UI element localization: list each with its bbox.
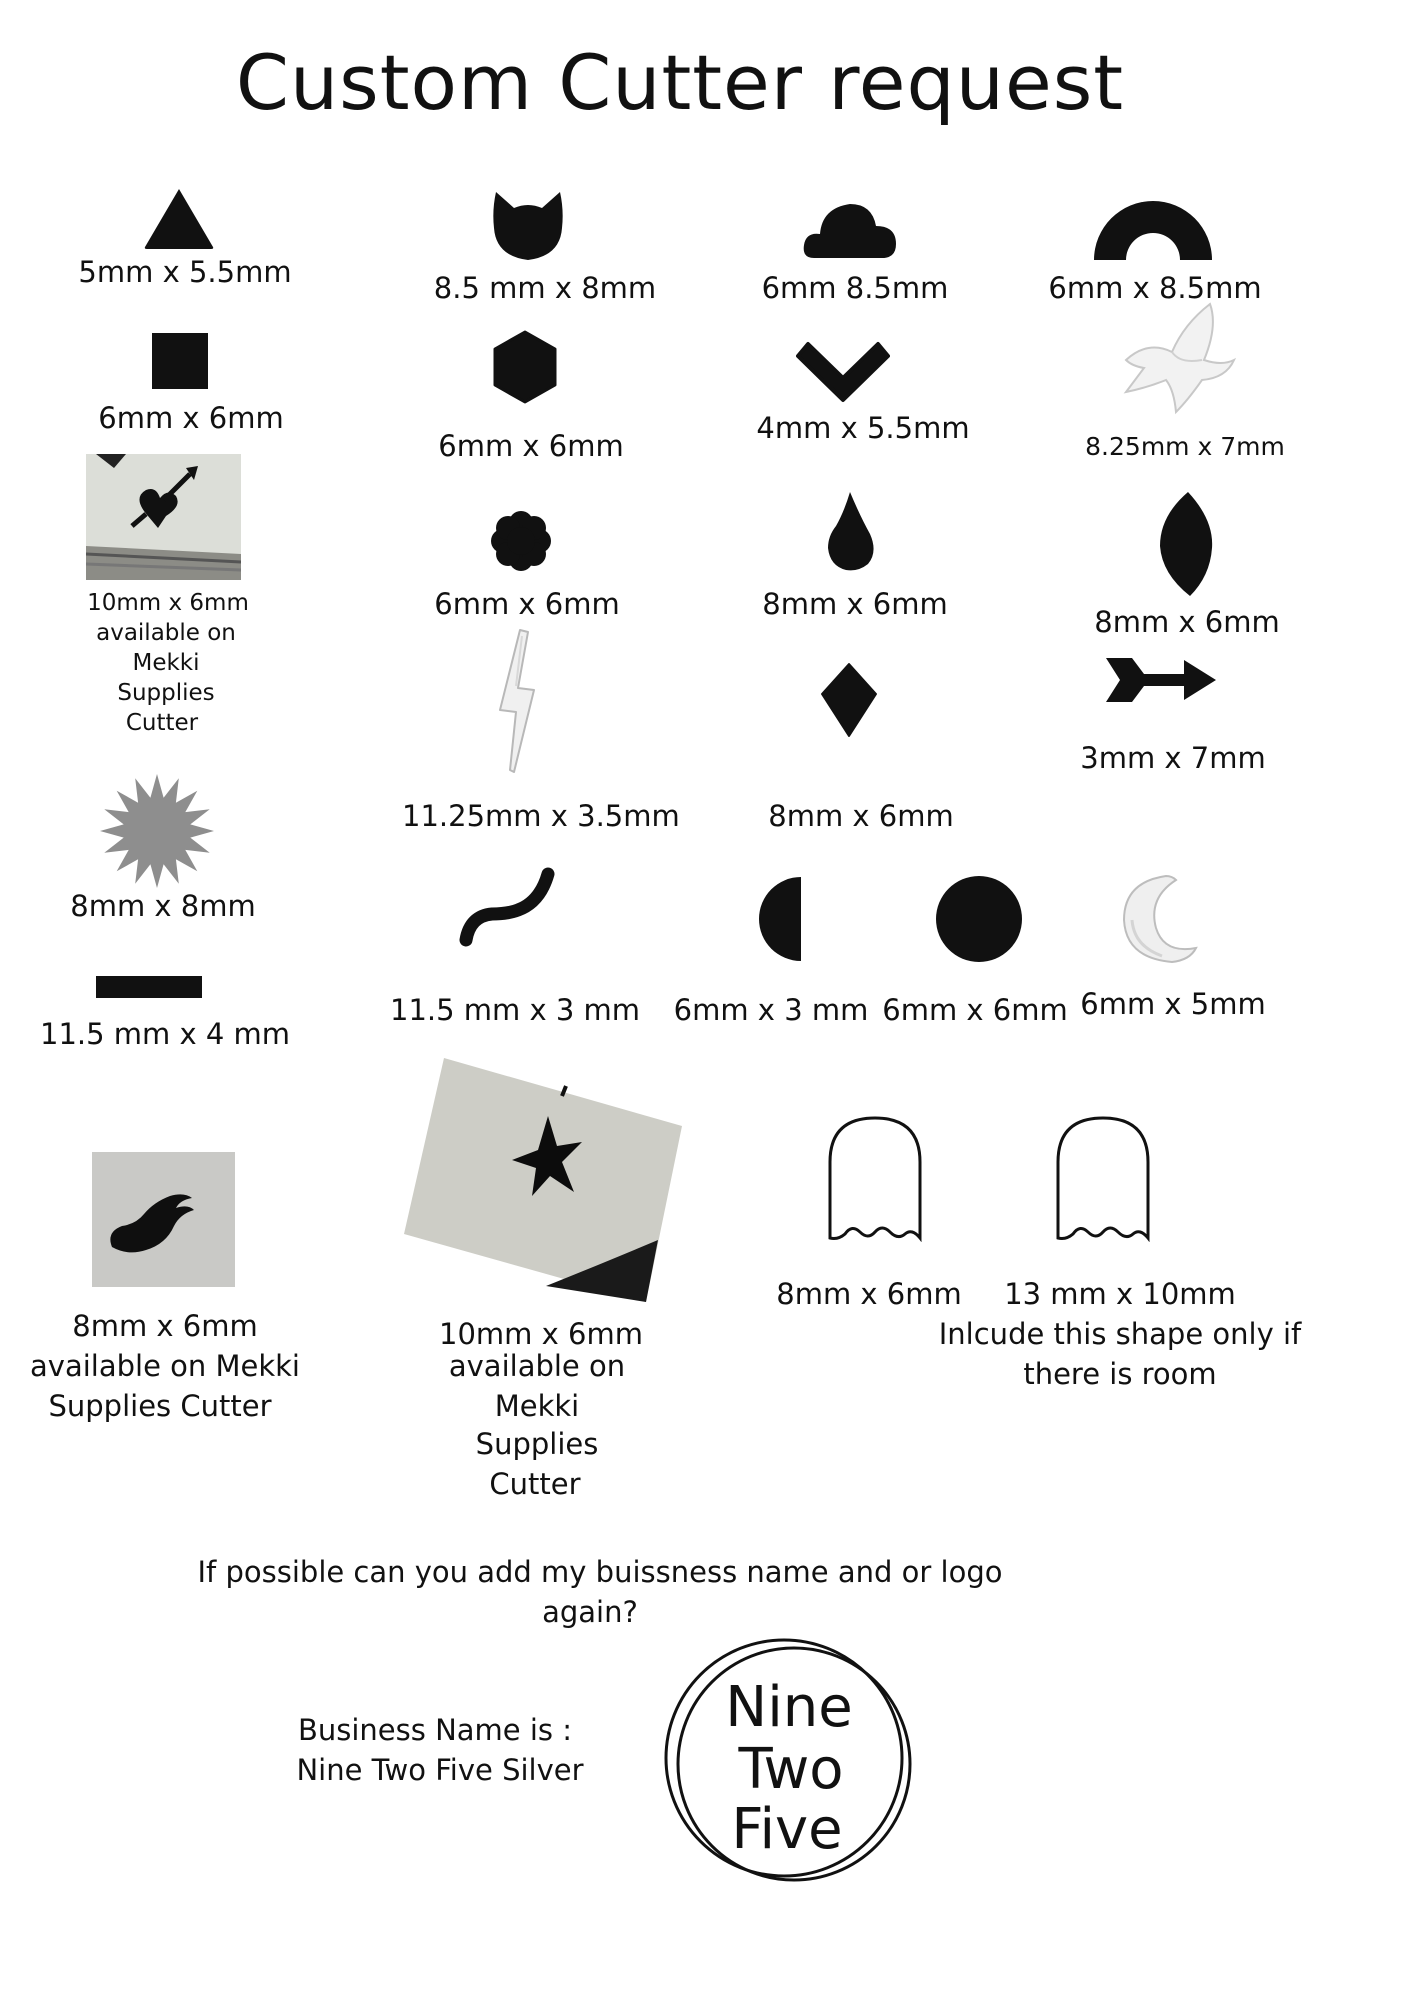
moon-label: 6mm x 5mm [1080,987,1266,1021]
business-name-line-2: Nine Two Five Silver [296,1753,584,1787]
crescent-moon-icon [1120,872,1200,964]
bar-label: 11.5 mm x 4 mm [40,1017,291,1051]
star-line-3: Mekki [494,1389,580,1423]
heart-arrow-line-1: 10mm x 6mm [87,590,249,616]
ghost-small-label: 8mm x 6mm [776,1277,962,1311]
logo-word-nine: Nine [725,1675,853,1740]
square-icon [152,333,208,389]
lightning-bolt-icon [494,628,550,774]
arrow-label: 3mm x 7mm [1080,741,1266,775]
flame-line-3: Supplies Cutter [48,1389,272,1423]
wave-label: 11.5 mm x 3 mm [390,993,641,1027]
page-title: Custom Cutter request [235,38,1125,127]
bar-icon [96,976,202,998]
circle-label: 6mm x 6mm [882,993,1068,1027]
heart-arrow-line-2: available on [96,620,236,646]
swallow-icon [1118,300,1240,422]
request-line-1: If possible can you add my buissness name and or logo [197,1555,1003,1589]
chevron-label: 4mm x 5.5mm [756,411,970,445]
business-name-line-1: Business Name is : [297,1713,573,1747]
flame-line-2: available on Mekki [30,1349,300,1383]
cat-label: 8.5 mm x 8mm [433,271,657,305]
logo-word-five: Five [731,1797,843,1862]
square-label: 6mm x 6mm [98,401,284,435]
flame-photo [92,1152,235,1287]
ghost-large-line-3: there is room [1023,1357,1217,1391]
circle-icon [936,876,1022,962]
arrow-icon [1104,656,1218,704]
diamond-label: 8mm x 6mm [768,799,954,833]
request-line-2: again? [542,1595,638,1629]
sun-icon [98,772,216,890]
arch-label: 6mm x 8.5mm [1048,271,1262,305]
cloud-icon [802,200,898,260]
star-line-1: 10mm x 6mm [439,1317,643,1351]
ghost-large-line-2: Inlcude this shape only if [938,1317,1302,1351]
lightning-label: 11.25mm x 3.5mm [402,799,680,833]
chevron-down-icon [796,340,890,404]
ghost-large-line-1: 13 mm x 10mm [1004,1277,1236,1311]
leaf-icon [1158,490,1214,598]
half-circle-icon [758,876,802,962]
teardrop-label: 8mm x 6mm [762,587,948,621]
cloud-label: 6mm 8.5mm [761,271,949,305]
triangle-icon [142,186,216,250]
heart-arrow-line-4: Supplies [117,680,215,706]
star-photo [396,1056,686,1306]
arch-icon [1094,200,1212,262]
hexagon-label: 6mm x 6mm [438,429,624,463]
sun-rays [100,774,214,888]
ghost-large-icon [1056,1116,1150,1242]
sun-label: 8mm x 8mm [70,889,256,923]
hexagon-icon [492,330,558,404]
star-line-4: Supplies [475,1427,599,1461]
nine-two-five-logo [660,1636,920,1886]
flower-label: 6mm x 6mm [434,587,620,621]
triangle-label: 5mm x 5.5mm [78,255,292,289]
half-circle-label: 6mm x 3 mm [673,993,869,1027]
heart-arrow-photo [86,454,241,580]
cat-head-icon [492,190,564,262]
ghost-small-icon [828,1116,922,1242]
heart-arrow-line-3: Mekki [132,650,200,676]
logo-word-two: Two [738,1737,844,1802]
star-line-5: Cutter [489,1467,581,1501]
swallow-label: 8.25mm x 7mm [1085,432,1285,461]
heart-arrow-line-5: Cutter [125,710,199,736]
wave-icon [458,864,558,948]
flower-icon [490,510,552,572]
diamond-icon [820,662,878,738]
flame-line-1: 8mm x 6mm [72,1309,258,1343]
teardrop-icon [824,490,876,572]
leaf-label: 8mm x 6mm [1094,605,1280,639]
star-line-2: available on [448,1349,626,1383]
